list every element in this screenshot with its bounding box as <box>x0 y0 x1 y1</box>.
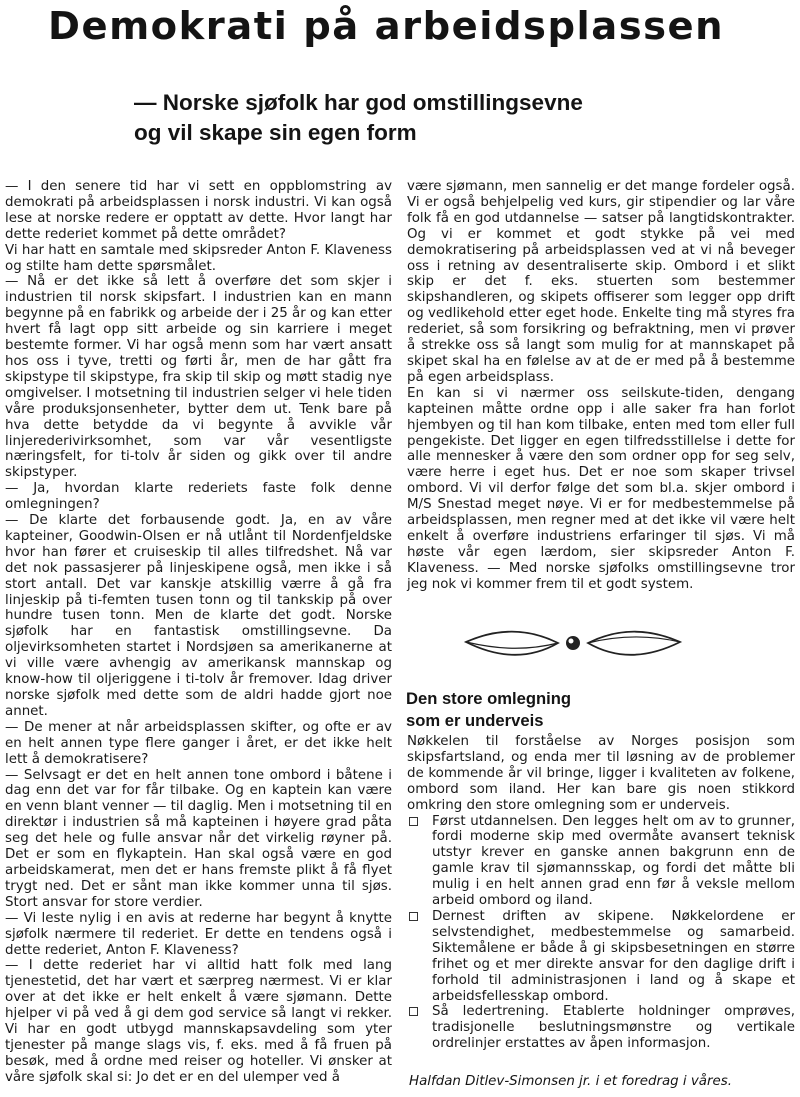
subtitle-line: og vil skape sin egen form <box>134 120 417 145</box>
section-title-line: Den store omlegning <box>406 689 572 708</box>
list-item-text: Dernest driften av skipene. Nøkkelordene er selvstendighet, medbestemmelse og samarbeid. Siktemålene er både å gi skipsbesetningen en større frihet og et mer direkte ansvar for den daglige drift i forhold til administrasjonen i land og å skape et arbeidsfellesskap ombord. <box>432 908 795 1004</box>
paragraph: — De klarte det forbausende godt. Ja, en av våre kapteiner, Goodwin-Olsen er nå utlånt til Nordenfjeldske hvor han fører et cruiseskip til alles tilfredshet. Nå var det nok passasjerer på linjeskipene også, men ikke i så stort antall. Det var kanskje atskillig værre å gå fra linjeskip på ti-femten tusen tonn og til tankskip på over hundre tusen tonn. Men de klarte det godt. Norske sjøfolk har en fantastisk omstillingsevne. Da oljevirksomheten startet i Nordsjøen sa amerikanerne at vi ville være avhengig av amerikansk mannskap og know-how til oljeriggene i ti-tolv år fremover. Idag driver norske sjøfolk med dette som de aldri hadde gjort noe annet. <box>5 513 392 719</box>
article-subtitle <box>134 88 734 148</box>
paragraph: — Nå er det ikke så lett å overføre det som skjer i industrien til norsk skipsfart. I industrien kan en mann begynne på en fabrikk og arbeide der i 25 år og kan etter hvert få lagt opp sitt arbeide og sin karriere i meget bestemte former. Vi har også menn som har vært ansatt hos oss i tyve, tretti og førti år, men de har gått fra skipstype til skipstype, fra skip til skip og møtt stadig nye omgivelser. I motsetning til industrien selger vi hele tiden våre produksjonsenheter, bytter dem ut. Tenk bare på hva dette betydde da vi begynte å avvikle vår linjerederivirksomhet, som var vår vesentligste næringsfelt, for ti-tolv år siden og gikk over til andre skipstyper. <box>5 274 393 481</box>
left-column <box>5 179 392 1086</box>
paragraph: — Selvsagt er det en helt annen tone ombord i båtene i dag enn det var for får tilbake. Og en kaptein kan være en venn blant venner — til daglig. Men i motsetning til en direktør i industrien så må kapteinen i høyere grad påta seg det hele og fulle ansvar når det virkelig røyner på. Det er som en flykaptein. Han skal også være en god arbeidskamerat, men det er hans fremste plikt å få flyet trygt ned. Det er sånt man ikke kommer unna til sjøs. Stort ansvar for store verdier. <box>5 767 392 910</box>
list-item <box>407 814 795 909</box>
list-item <box>407 1004 795 1052</box>
right-column <box>407 179 795 593</box>
article-title: Demokrati på arbeidsplassen <box>48 4 725 49</box>
paragraph: — I dette rederiet har vi alltid hatt folk med lang tjenestetid, det har vært et særpreg nærmest. Vi er klar over at det ikke er helt enkelt å være sjømann. Dette hjelper vi på ved å gi dem god service så langt vi rekker. Vi har en godt utbygd mannskapsavdeling som yter tjenester på mange slags vis, f. eks. med å få fruen på besøk, med å ordne med reiser og hoteller. Vi ønsker at våre sjøfolk skal si: Jo det er en del ulemper ved å <box>5 958 392 1085</box>
paragraph: — Ja, hvordan klarte rederiets faste folk denne omlegningen? <box>5 481 392 513</box>
list-item-text: Først utdannelsen. Den legges helt om av to grunner, fordi moderne skip med overmåte avansert teknisk utstyr krever en ganske annen bakgrunn enn de gamle krav til sjømannsskap, og fordi det måtte bli mulig i en helt annen grad enn før å veksle mellom arbeid ombord og iland. <box>432 813 795 909</box>
signature: Halfdan Ditlev-Simonsen jr. i et foredrag i våres. <box>409 1074 732 1089</box>
list-item <box>407 909 795 1004</box>
section-intro: Nøkkelen til forståelse av Norges posisjon som skipsfartsland, og enda mer til løsning av de problemer de kommende år vil bringe, ligger i kvaliteten av folkene, ombord som iland. Her kan bare gis noen stikkord omkring den store omlegning som er underveis. <box>407 734 795 813</box>
paragraph: — Vi leste nylig i en avis at rederne har begynt å knytte sjøfolk nærmere til rederiet. Er dette en tendens også i dette rederiet, Anton F. Klaveness? <box>5 910 392 958</box>
checkbox-bullet-icon <box>409 912 418 921</box>
section-body <box>407 734 795 1052</box>
paragraph: være sjømann, men sannelig er det mange fordeler også. Vi er også behjelpelig ved kurs, gir stipendier og lar våre folk få en god utdannelse — satser på langtidskontrakter. Og vi er kommet et godt stykke på vei med demokratisering på arbeidsplassen ved at vi nå beveger oss i retning av desentraliserte skip. Ombord i et slikt skip er det f. eks. stuerten som bestemmer skipshandleren, og skipets offiserer som legger opp drift og vedlikehold etter eget hode. Enkelte ting må styres fra rederiet, så som forsikring og befraktning, men vi prøver å strekke oss så langt som mulig for at mannskapet på skipet skal ha en følelse av at de er med på å bestemme på egen arbeidsplass. <box>407 179 795 385</box>
section-title <box>406 688 786 732</box>
paragraph: — I den senere tid har vi sett en oppblomstring av demokrati på arbeidsplassen i norsk industri. Vi kan også lese at norske redere er opptatt av dette. Hvor langt har dette rederiet kommet på dette området? <box>5 179 392 242</box>
paragraph: — De mener at når arbeidsplassen skifter, og ofte er av en helt annen type flere ganger i året, er det ikke helt lett å demokratisere? <box>5 719 392 767</box>
list-item-text: Så ledertrening. Etablerte holdninger omprøves, tradisjonelle beslutningsmønstre og vertikale ordrelinjer erstattes av åpen informasjon. <box>432 1004 795 1052</box>
subtitle-line: — Norske sjøfolk har god omstillingsevne <box>134 90 583 115</box>
paragraph: En kan si vi nærmer oss seilskute-tiden, dengang kapteinen måtte ordne opp i alle saker fra han forlot hjembyen og til han kom tilbake, enten med tom eller full pengekiste. Det ligger en egen tilfredsstillelse i dette for alle mennesker å være den som ordner opp for seg selv, være herre i eget hus. Det er noe som skaper trivsel ombord. Vi vil derfor følge det som bl.a. skjer ombord i M/S Snestad meget nøye. Vi er for medbestemmelse på arbeidsplassen, men regner med at det ikke vil være helt enkelt å overføre industriens erfaringer til sjøs. Vi må høste vår egen lærdom, sier skipsreder Anton F. Klaveness. — Med norske sjøfolks omstillingsevne tror jeg nok vi kommer frem til et godt system. <box>407 385 795 592</box>
checkbox-bullet-icon <box>409 817 418 826</box>
paragraph: Vi har hatt en samtale med skipsreder Anton F. Klaveness og stilte ham dette spørsmålet. <box>5 242 392 274</box>
checkbox-bullet-icon <box>409 1007 418 1016</box>
fish-swirl-ornament-icon <box>462 622 684 664</box>
section-title-line: som er underveis <box>406 711 544 730</box>
